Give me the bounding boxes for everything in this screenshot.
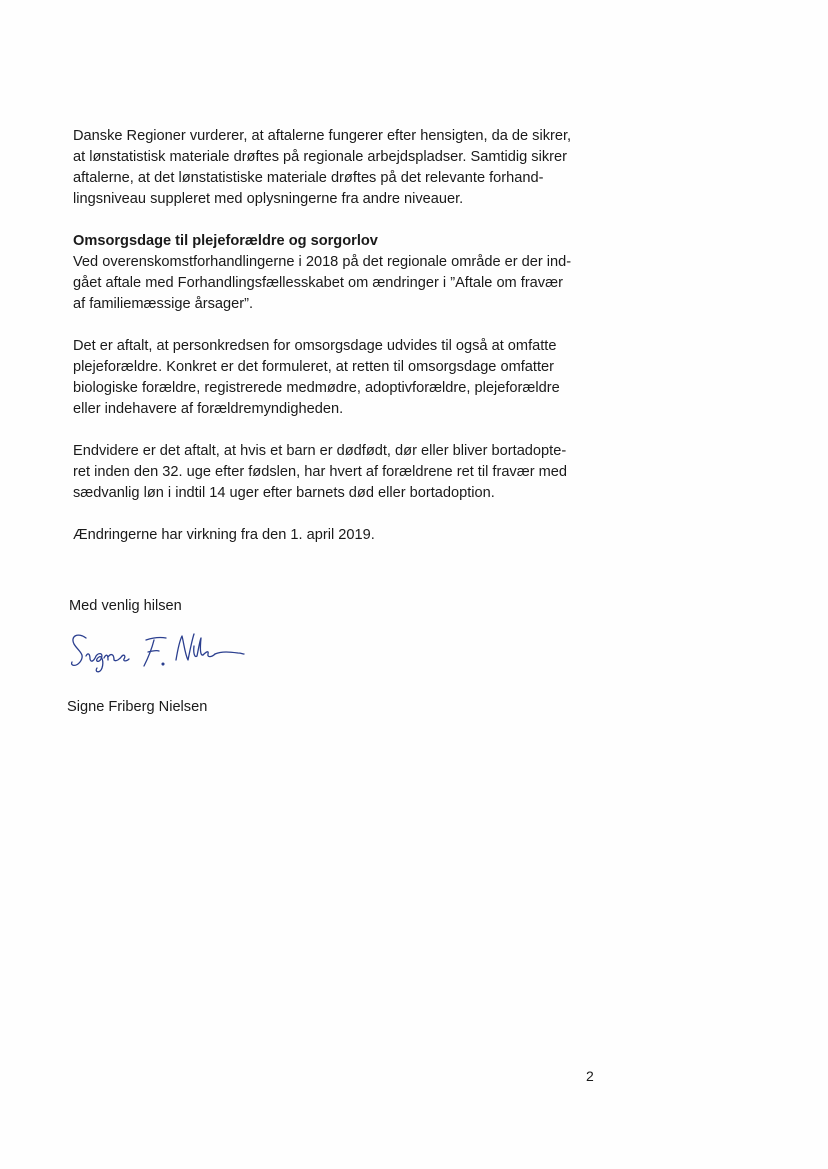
text-line: plejeforældre. Konkret er det formuleret, at retten til omsorgsdage omfatter: [73, 359, 555, 375]
handwritten-signature: [66, 626, 246, 678]
paragraph-effective-date: [73, 525, 613, 546]
paragraph-sorgorlov: [73, 441, 613, 504]
text-line: af familiemæssige årsager”.: [73, 296, 254, 312]
text-line: Endvidere er det aftalt, at hvis et barn er dødfødt, dør eller bliver bortadopte-: [73, 443, 567, 459]
page-number: 2: [586, 1068, 594, 1084]
paragraph-personkreds: [73, 336, 613, 420]
text-line: at lønstatistisk materiale drøftes på regionale arbejdspladser. Samtidig sikrer: [73, 149, 567, 165]
closing-greeting: Med venlig hilsen: [69, 598, 182, 614]
text-line: Ændringerne har virkning fra den 1. april 2019.: [73, 527, 375, 543]
text-line: biologiske forældre, registrerede medmødre, adoptivforældre, plejeforældre: [73, 380, 560, 396]
text-line: Danske Regioner vurderer, at aftalerne fungerer efter hensigten, da de sikrer,: [73, 128, 572, 144]
letter-body: [73, 126, 613, 567]
text-line: lingsniveau suppleret med oplysningerne fra andre niveauer.: [73, 191, 464, 207]
text-line: eller indehavere af forældremyndigheden.: [73, 401, 344, 417]
text-line: aftalerne, at det lønstatistiske materiale drøftes på det relevante forhand-: [73, 170, 544, 186]
section-heading: Omsorgsdage til plejeforældre og sorgorlov: [73, 233, 378, 249]
signer-name: Signe Friberg Nielsen: [67, 699, 208, 715]
paragraph-assessment: [73, 126, 613, 210]
text-line: ret inden den 32. uge efter fødslen, har hvert af forældrene ret til fravær med: [73, 464, 568, 480]
text-line: gået aftale med Forhandlingsfællesskabet om ændringer i ”Aftale om fravær: [73, 275, 563, 291]
paragraph-omsorgsdage: [73, 231, 613, 315]
text-line: Ved overenskomstforhandlingerne i 2018 på det regionale område er der ind-: [73, 254, 572, 270]
text-line: sædvanlig løn i indtil 14 uger efter barnets død eller bortadoption.: [73, 485, 495, 501]
text-line: Det er aftalt, at personkredsen for omsorgsdage udvides til også at omfatte: [73, 338, 557, 354]
